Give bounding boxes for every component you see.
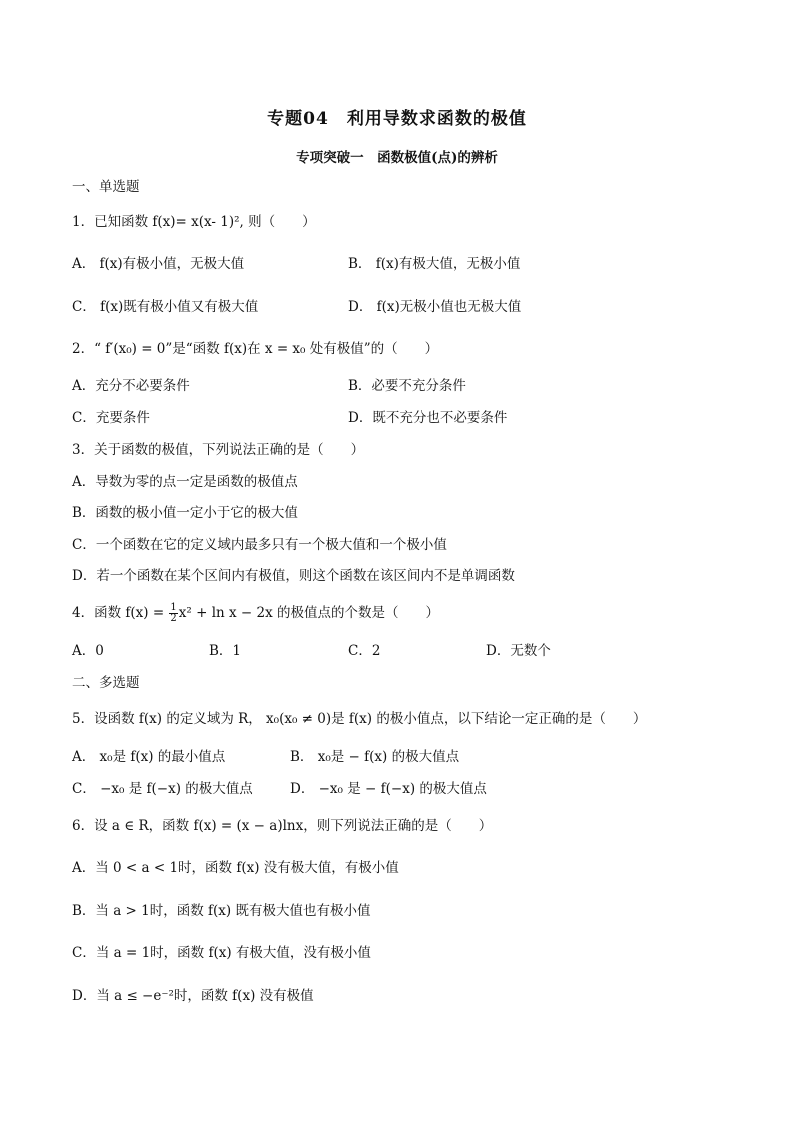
question-5-option-c: C． −x₀ 是 f(−x) 的极大值点 — [72, 781, 253, 797]
question-5-option-d: D． −x₀ 是 − f(−x) 的极大值点 — [290, 781, 487, 797]
question-4-stem-pre: 4．函数 f(x) = — [72, 605, 169, 621]
question-1-option-d: D． f(x)无极小值也无极大值 — [348, 299, 522, 315]
question-2-option-c: C．充要条件 — [72, 410, 150, 426]
question-3-option-b: B．函数的极小值一定小于它的极大值 — [72, 505, 298, 521]
question-6-stem: 6．设 a ∈ R，函数 f(x) = (x − a)lnx，则下列说法正确的是（ ） — [72, 818, 493, 834]
question-4-option-c: C．2 — [348, 643, 381, 659]
question-1-option-c: C． f(x)既有极小值又有极大值 — [72, 299, 259, 315]
page-subtitle: 专项突破一 函数极值(点)的辨析 — [296, 150, 498, 166]
question-6-option-c: C．当 a = 1时，函数 f(x) 有极大值，没有极小值 — [72, 945, 371, 961]
question-4-option-a: A．0 — [72, 643, 104, 659]
question-3-stem: 3．关于函数的极值，下列说法正确的是（ ） — [72, 442, 365, 458]
question-5-option-a: A． x₀是 f(x) 的最小值点 — [72, 749, 226, 765]
section-heading-single: 一、单选题 — [72, 179, 140, 195]
question-2-option-b: B．必要不充分条件 — [348, 378, 466, 394]
question-2-option-a: A．充分不必要条件 — [72, 378, 190, 394]
question-4-stem-post: x² + ln x − 2x 的极值点的个数是（ ） — [178, 605, 440, 621]
question-4-option-b: B．1 — [209, 643, 242, 659]
section-heading-multi: 二、多选题 — [72, 675, 140, 691]
question-6-option-b: B．当 a > 1时，函数 f(x) 既有极大值也有极小值 — [72, 903, 371, 919]
page-title: 专题04 利用导数求函数的极值 — [267, 109, 527, 129]
question-5-stem: 5．设函数 f(x) 的定义域为 R， x₀(x₀ ≠ 0)是 f(x) 的极小值点，以下结论一定正确的是（ ） — [72, 711, 647, 727]
question-4-option-d: D．无数个 — [486, 643, 551, 659]
question-2-option-d: D．既不充分也不必要条件 — [348, 410, 508, 426]
question-1-option-a: A． f(x)有极小值，无极大值 — [72, 256, 245, 272]
question-1-stem: 1．已知函数 f(x)= x(x- 1)², 则（ ） — [72, 214, 316, 230]
question-4-stem — [72, 603, 439, 624]
question-3-option-a: A．导数为零的点一定是函数的极值点 — [72, 474, 298, 490]
question-5-option-b: B． x₀是 − f(x) 的极大值点 — [290, 749, 460, 765]
question-3-option-d: D．若一个函数在某个区间内有极值，则这个函数在该区间内不是单调函数 — [72, 568, 515, 584]
question-1-option-b: B． f(x)有极大值，无极小值 — [348, 256, 521, 272]
question-6-option-d: D．当 a ≤ −e⁻²时，函数 f(x) 没有极值 — [72, 988, 314, 1004]
question-2-stem: 2．“ f′(x₀) = 0”是“函数 f(x)在 x = x₀ 处有极值”的（ ） — [72, 341, 439, 357]
question-6-option-a: A．当 0 < a < 1时，函数 f(x) 没有极大值，有极小值 — [72, 860, 399, 876]
fraction-one-half: $\frac{1}{2}$ — [170, 602, 177, 624]
question-3-option-c: C．一个函数在它的定义域内最多只有一个极大值和一个极小值 — [72, 537, 447, 553]
